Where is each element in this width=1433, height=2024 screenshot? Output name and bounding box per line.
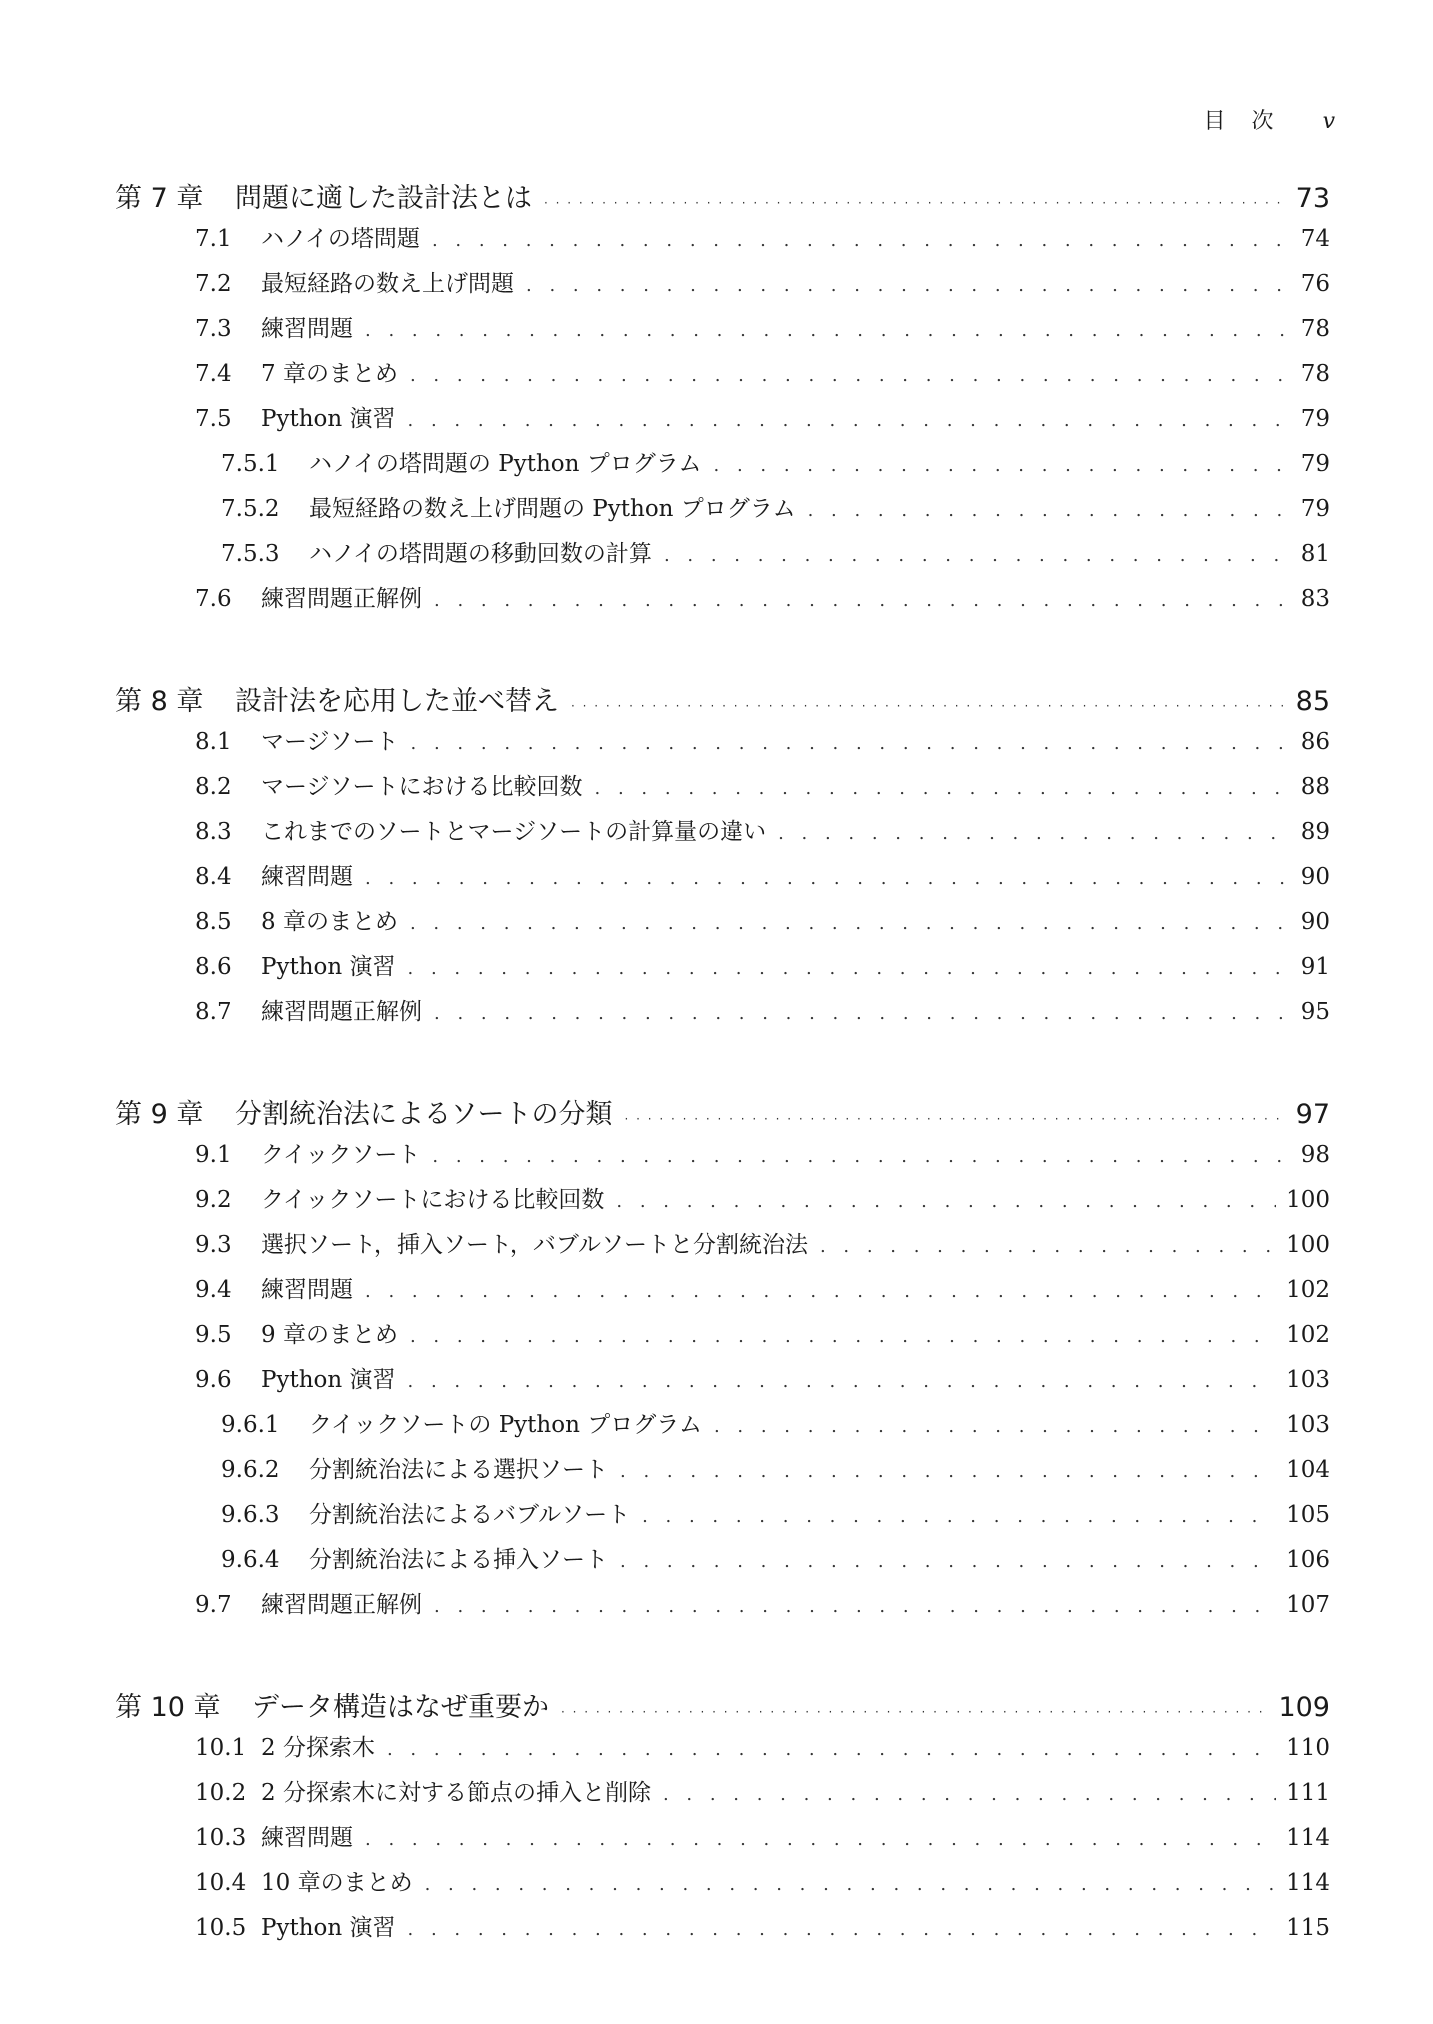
section-entry-title: 8 章のまとめ <box>261 909 398 935</box>
section-entry-page: 90 <box>1300 864 1330 890</box>
chapter-entry <box>115 679 1330 723</box>
section-entry-title: これまでのソートとマージソートの計算量の違い <box>261 819 767 845</box>
dot-leader <box>410 1326 1276 1347</box>
section-entry-number: 9.3 <box>195 1232 232 1258</box>
dot-leader <box>808 500 1291 521</box>
dot-leader <box>434 1596 1276 1617</box>
dot-leader <box>624 1112 1285 1126</box>
subsection-entry-number: 9.6.2 <box>221 1457 280 1483</box>
chapter-entry <box>115 1092 1330 1136</box>
section-entry-title: クイックソートにおける比較回数 <box>261 1187 605 1213</box>
chapter-entry-title: 問題に適した設計法とは <box>235 183 532 214</box>
running-header <box>1204 104 1335 135</box>
section-entry-title: クイックソート <box>261 1142 421 1168</box>
section-entry-number: 9.2 <box>195 1187 232 1213</box>
section-entry-number: 9.4 <box>195 1277 232 1303</box>
section-entry <box>115 768 1330 813</box>
section-entry-title: 9 章のまとめ <box>261 1322 398 1348</box>
dot-leader <box>571 699 1286 713</box>
dot-leader <box>425 1874 1277 1895</box>
section-entry-number: 7.4 <box>195 361 232 387</box>
section-entry-page: 89 <box>1300 819 1330 845</box>
dot-leader <box>663 1784 1276 1805</box>
section-entry <box>115 1586 1330 1631</box>
section-entry-number: 10.1 <box>195 1735 247 1761</box>
chapter-entry-page: 85 <box>1295 686 1330 717</box>
dot-leader <box>410 365 1291 386</box>
chapter-entry-title: データ構造はなぜ重要か <box>252 1692 549 1723</box>
dot-leader <box>526 275 1291 296</box>
chapter-entry-title: 設計法を応用した並べ替え <box>235 686 559 717</box>
dot-leader <box>411 733 1291 754</box>
section-entry-title: 10 章のまとめ <box>261 1870 413 1896</box>
section-entry-page: 95 <box>1300 999 1330 1025</box>
section-entry <box>115 1909 1330 1954</box>
subsection-entry <box>115 535 1330 580</box>
section-entry <box>115 1271 1330 1316</box>
dot-leader <box>561 1705 1268 1719</box>
section-entry-number: 10.4 <box>195 1870 247 1896</box>
section-entry-page: 88 <box>1300 774 1330 800</box>
section-entry <box>115 1181 1330 1226</box>
section-entry <box>115 1774 1330 1819</box>
subsection-entry-number: 7.5.2 <box>221 496 280 522</box>
section-entry <box>115 993 1330 1038</box>
section-entry-number: 7.5 <box>195 406 232 432</box>
dot-leader <box>365 868 1291 889</box>
dot-leader <box>432 1146 1290 1167</box>
section-entry-title: 2 分探索木 <box>261 1735 375 1761</box>
dot-leader <box>714 455 1291 476</box>
subsection-entry-title: ハノイの塔問題の移動回数の計算 <box>309 541 652 567</box>
section-entry-title: ハノイの塔問題 <box>261 226 420 252</box>
section-entry-page: 78 <box>1300 361 1330 387</box>
chapter-entry-page: 97 <box>1295 1099 1330 1130</box>
section-entry-number: 8.6 <box>195 954 232 980</box>
section-entry-page: 100 <box>1286 1187 1330 1213</box>
subsection-entry-title: クイックソートの Python プログラム <box>309 1412 702 1438</box>
section-entry-number: 10.3 <box>195 1825 247 1851</box>
section-entry-number: 9.7 <box>195 1592 232 1618</box>
section-entry-number: 9.5 <box>195 1322 232 1348</box>
section-entry-number: 8.2 <box>195 774 232 800</box>
dot-leader <box>408 1371 1277 1392</box>
dot-leader <box>365 320 1291 341</box>
subsection-entry-title: 分割統治法による挿入ソート <box>309 1547 608 1573</box>
section-entry <box>115 1864 1330 1909</box>
section-entry-title: Python 演習 <box>261 406 396 432</box>
section-entry-title: 練習問題 <box>261 864 353 890</box>
subsection-entry-page: 81 <box>1300 541 1330 567</box>
dot-leader <box>408 1919 1277 1940</box>
section-entry-number: 9.1 <box>195 1142 232 1168</box>
dot-leader <box>410 913 1291 934</box>
section-entry-number: 7.2 <box>195 271 232 297</box>
section-entry-page: 111 <box>1286 1780 1330 1806</box>
section-entry-title: 2 分探索木に対する節点の挿入と削除 <box>261 1780 651 1806</box>
subsection-entry-page: 79 <box>1300 451 1330 477</box>
section-entry-number: 8.4 <box>195 864 232 890</box>
section-entry <box>115 1729 1330 1774</box>
subsection-entry <box>115 1406 1330 1451</box>
section-entry-title: マージソート <box>261 729 399 755</box>
section-entry-number: 7.3 <box>195 316 232 342</box>
section-entry-number: 8.3 <box>195 819 232 845</box>
subsection-entry <box>115 1541 1330 1586</box>
section-entry <box>115 948 1330 993</box>
section-entry-page: 110 <box>1286 1735 1330 1761</box>
dot-leader <box>620 1461 1276 1482</box>
section-entry <box>115 1226 1330 1271</box>
dot-leader <box>365 1829 1276 1850</box>
section-entry-title: Python 演習 <box>261 1367 396 1393</box>
section-entry-page: 91 <box>1300 954 1330 980</box>
section-entry <box>115 1136 1330 1181</box>
chapter-entry-number: 第 8 章 <box>115 686 204 717</box>
section-entry <box>115 1316 1330 1361</box>
dot-leader <box>544 196 1286 210</box>
subsection-entry <box>115 490 1330 535</box>
chapter-entry <box>115 176 1330 220</box>
section-entry <box>115 580 1330 625</box>
chapter-entry-title: 分割統治法によるソートの分類 <box>235 1099 613 1130</box>
dot-leader <box>616 1191 1276 1212</box>
subsection-entry <box>115 445 1330 490</box>
section-entry-number: 10.2 <box>195 1780 247 1806</box>
subsection-entry <box>115 1451 1330 1496</box>
dot-leader <box>714 1416 1276 1437</box>
section-entry-number: 8.1 <box>195 729 232 755</box>
section-entry-page: 79 <box>1300 406 1330 432</box>
subsection-entry-page: 79 <box>1300 496 1330 522</box>
subsection-entry-number: 9.6.3 <box>221 1502 280 1528</box>
chapter-entry-number: 第 7 章 <box>115 183 204 214</box>
section-entry <box>115 310 1330 355</box>
dot-leader <box>620 1551 1276 1572</box>
section-entry-title: 練習問題 <box>261 316 353 342</box>
section-entry <box>115 1819 1330 1864</box>
section-entry-number: 7.1 <box>195 226 232 252</box>
section-entry-page: 107 <box>1286 1592 1330 1618</box>
section-entry <box>115 813 1330 858</box>
subsection-entry-number: 9.6.4 <box>221 1547 280 1573</box>
section-entry-title: 最短経路の数え上げ問題 <box>261 271 514 297</box>
section-entry-title: 選択ソート，挿入ソート，バブルソートと分割統治法 <box>261 1232 808 1258</box>
dot-leader <box>408 410 1291 431</box>
section-entry <box>115 858 1330 903</box>
section-entry-page: 83 <box>1300 586 1330 612</box>
section-entry-title: マージソートにおける比較回数 <box>261 774 583 800</box>
header-page-number: v <box>1322 109 1335 134</box>
section-entry-page: 90 <box>1300 909 1330 935</box>
dot-leader <box>778 823 1291 844</box>
header-label: 目 次 <box>1203 109 1276 134</box>
section-entry-title: 練習問題正解例 <box>261 586 422 612</box>
section-entry-page: 78 <box>1300 316 1330 342</box>
dot-leader <box>820 1236 1276 1257</box>
section-entry-page: 102 <box>1286 1277 1330 1303</box>
section-entry-page: 102 <box>1286 1322 1330 1348</box>
dot-leader <box>642 1506 1276 1527</box>
dot-leader <box>664 545 1291 566</box>
section-entry <box>115 903 1330 948</box>
dot-leader <box>408 958 1291 979</box>
dot-leader <box>365 1281 1276 1302</box>
subsection-entry-page: 105 <box>1286 1502 1330 1528</box>
section-entry-page: 114 <box>1286 1825 1330 1851</box>
dot-leader <box>432 230 1291 251</box>
chapter-entry-number: 第 10 章 <box>115 1692 221 1723</box>
section-entry-page: 114 <box>1286 1870 1330 1896</box>
subsection-entry-title: 最短経路の数え上げ問題の Python プログラム <box>309 496 796 522</box>
section-entry-page: 100 <box>1286 1232 1330 1258</box>
subsection-entry-number: 7.5.1 <box>221 451 280 477</box>
section-entry-number: 8.7 <box>195 999 232 1025</box>
subsection-entry-number: 7.5.3 <box>221 541 280 567</box>
section-entry-page: 76 <box>1300 271 1330 297</box>
section-entry-number: 9.6 <box>195 1367 232 1393</box>
section-entry-title: 練習問題 <box>261 1277 353 1303</box>
subsection-entry-number: 9.6.1 <box>221 1412 280 1438</box>
section-entry-number: 7.6 <box>195 586 232 612</box>
subsection-entry <box>115 1496 1330 1541</box>
subsection-entry-page: 103 <box>1286 1412 1330 1438</box>
section-entry <box>115 400 1330 445</box>
chapter-entry-page: 73 <box>1295 183 1330 214</box>
subsection-entry-title: ハノイの塔問題の Python プログラム <box>309 451 702 477</box>
section-entry-title: 7 章のまとめ <box>261 361 398 387</box>
subsection-entry-page: 106 <box>1286 1547 1330 1573</box>
section-entry-page: 103 <box>1286 1367 1330 1393</box>
section-entry-page: 86 <box>1300 729 1330 755</box>
section-entry <box>115 723 1330 768</box>
section-entry <box>115 355 1330 400</box>
section-entry-number: 8.5 <box>195 909 232 935</box>
section-entry-page: 98 <box>1300 1142 1330 1168</box>
section-entry-title: 練習問題 <box>261 1825 353 1851</box>
section-entry-title: 練習問題正解例 <box>261 999 422 1025</box>
subsection-entry-title: 分割統治法による選択ソート <box>309 1457 608 1483</box>
section-entry-page: 74 <box>1300 226 1330 252</box>
dot-leader <box>595 778 1291 799</box>
section-entry-title: 練習問題正解例 <box>261 1592 422 1618</box>
subsection-entry-page: 104 <box>1286 1457 1330 1483</box>
section-entry-number: 10.5 <box>195 1915 247 1941</box>
dot-leader <box>434 1003 1291 1024</box>
chapter-entry <box>115 1685 1330 1729</box>
table-of-contents <box>115 176 1330 1954</box>
section-entry-page: 115 <box>1286 1915 1330 1941</box>
subsection-entry-title: 分割統治法によるバブルソート <box>309 1502 631 1528</box>
section-entry <box>115 220 1330 265</box>
section-entry <box>115 1361 1330 1406</box>
section-entry-title: Python 演習 <box>261 954 396 980</box>
section-entry-title: Python 演習 <box>261 1915 396 1941</box>
section-entry <box>115 265 1330 310</box>
chapter-entry-page: 109 <box>1278 1692 1330 1723</box>
dot-leader <box>434 590 1291 611</box>
dot-leader <box>387 1739 1276 1760</box>
chapter-entry-number: 第 9 章 <box>115 1099 204 1130</box>
